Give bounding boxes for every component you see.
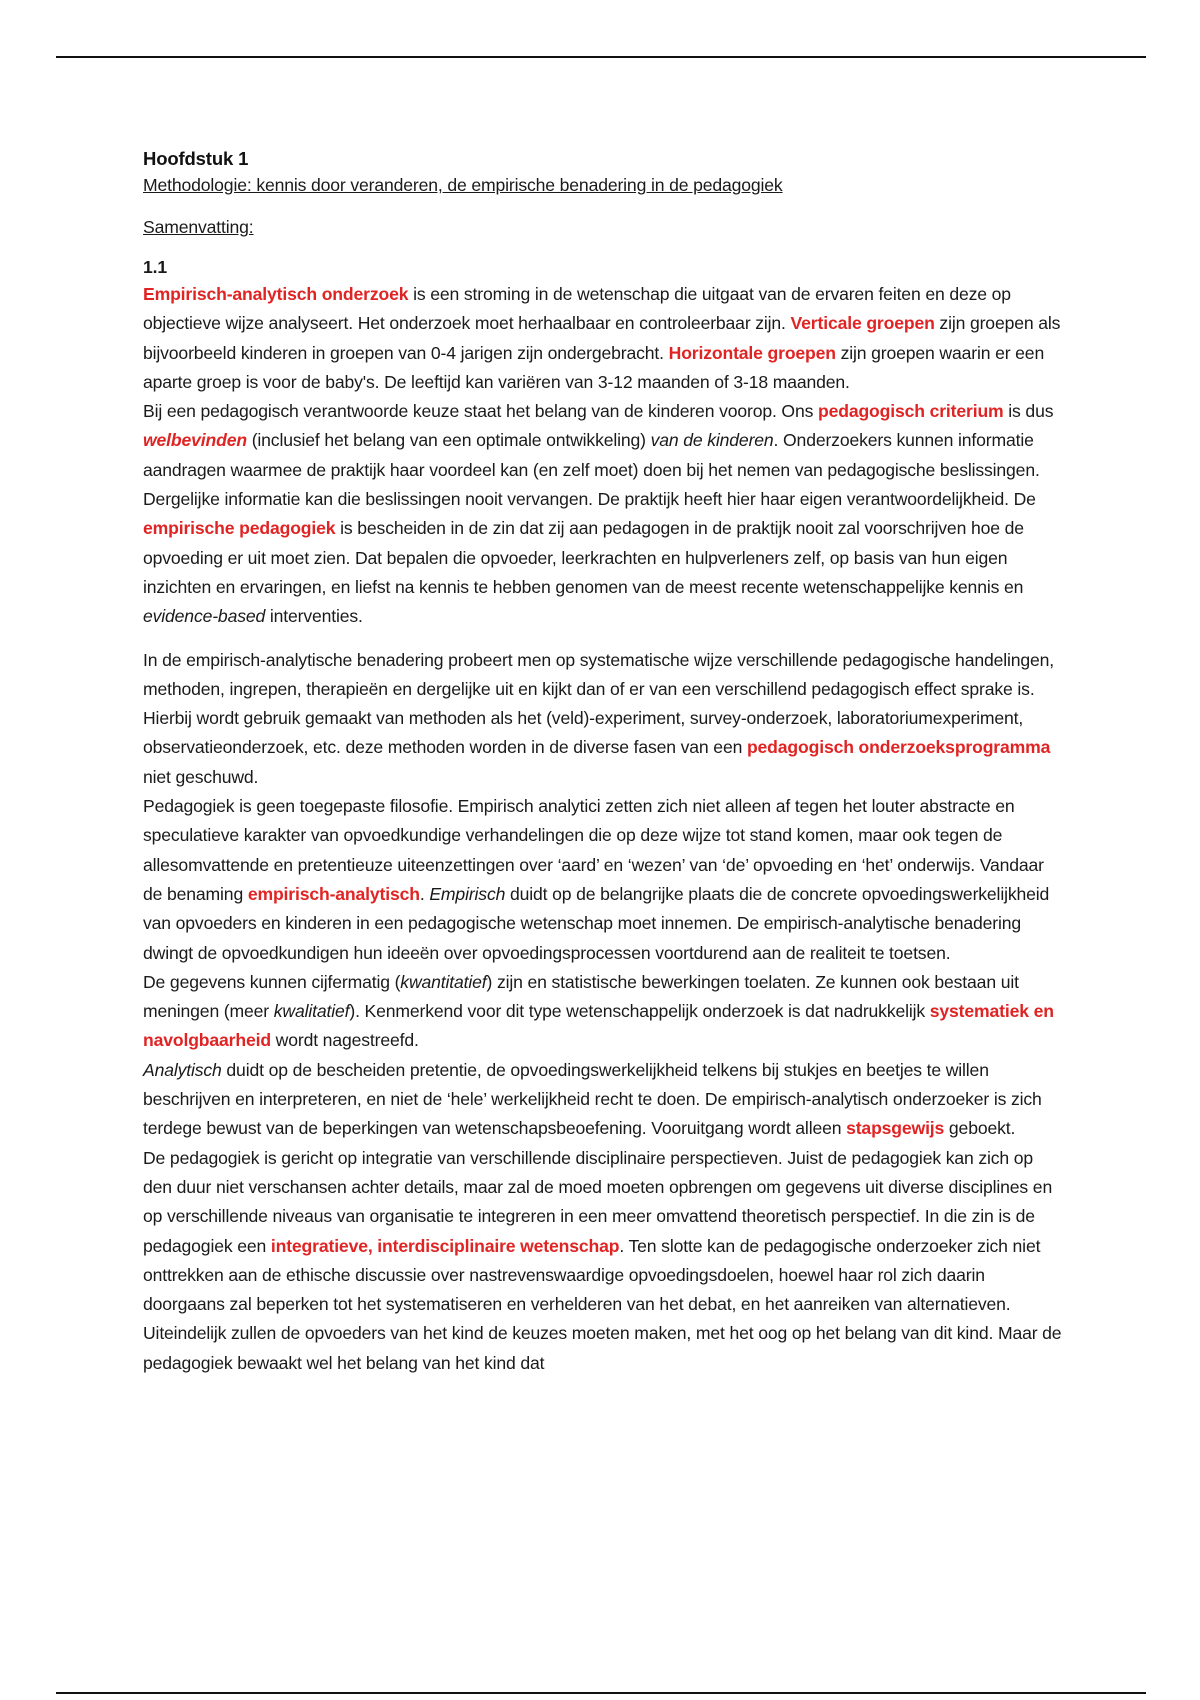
highlighted-term: Verticale groepen xyxy=(790,313,935,334)
paragraph xyxy=(143,397,1063,631)
emphasis-text: evidence-based xyxy=(143,606,266,627)
emphasis-text: Analytisch xyxy=(143,1059,222,1080)
paragraph-text: zijn groepen als bijvoorbeeld kinderen in groepen van 0-4 jarigen zijn ondergebracht. xyxy=(143,313,1061,363)
chapter-subtitle: Methodologie: kennis door veranderen, de empirische benadering in de pedagogiek xyxy=(143,175,783,195)
highlighted-term: empirisch-analytisch xyxy=(247,883,420,904)
highlighted-term: welbevinden xyxy=(143,430,247,451)
paragraph-text: interventies. xyxy=(265,606,363,627)
highlighted-term: Empirisch-analytisch onderzoek xyxy=(143,284,409,304)
emphasis-text: van de kinderen xyxy=(650,430,774,451)
paragraph-text: De gegevens kunnen cijfermatig ( xyxy=(143,971,401,992)
paragraph-text: ) zijn en statistische bewerkingen toelaten. Ze kunnen ook bestaan uit meningen (meer xyxy=(143,971,1019,1022)
paragraph-text: ). Kenmerkend voor dit type wetenschappelijk onderzoek is dat nadrukkelijk xyxy=(349,1001,930,1022)
paragraph-text: In de empirisch-analytische benadering probeert men op systematische wijze verschillende pedagogische handelingen, methoden, ingrepen, therapieën en dergelijke uit en kijkt dan of er van een verschillend pedagogisch effect sprake is. Hierbij wordt gebruik gemaakt van methoden als het (veld)-experiment, survey-onderzoek, laboratoriumexperiment, observatieonderzoek, etc. deze methoden worden in de diverse fasen van een xyxy=(143,649,1055,758)
paragraph-text: . xyxy=(419,883,430,904)
paragraph-text: De pedagogiek is gericht op integratie van verschillende disciplinaire perspectieven. Juist de pedagogiek kan zich op den duur niet verschansen achter details, maar zal de moed moeten opbrengen om gegevens uit diverse disciplines en op verschillende niveaus van organisatie te integreren in een meer omvattend theoretisch perspectief. In die zin is de pedagogiek een xyxy=(143,1147,1053,1256)
paragraph-text: Pedagogiek is geen toegepaste filosofie. Empirisch analytici zetten zich niet alleen af tegen het louter abstracte en speculatieve karakter van opvoedkundige verhandelingen die op deze wijze tot stand komen, maar ook tegen de allesomvattende en pretentieuze uiteenzettingen over ‘aard’ en ‘wezen’ van ‘de’ opvoeding en ‘het’ onderwijs. Vandaar de benaming xyxy=(143,796,1044,904)
paragraph xyxy=(143,280,1063,397)
highlighted-term: integratieve, interdisciplinaire wetenschap xyxy=(270,1235,620,1256)
highlighted-term: systematiek en navolgbaarheid xyxy=(143,1001,1054,1051)
paragraph-text: wordt nagestreefd. xyxy=(270,1030,419,1051)
paragraph xyxy=(143,968,1063,1056)
paragraph xyxy=(143,792,1063,968)
paragraph-text: . Onderzoekers kunnen informatie aandragen waarmee de praktijk haar voordeel kan (en zelf moet) doen bij het nemen van pedagogische beslissingen. Dergelijke informatie kan die beslissingen nooit vervangen. De praktijk heeft hier haar eigen verantwoordelijkheid. De xyxy=(143,430,1040,510)
paragraph-text: duidt op de bescheiden pretentie, de opvoedingswerkelijkheid telkens bij stukjes en beetjes te willen beschrijven en interpreteren, en niet de ‘hele’ werkelijkheid recht te doen. De empirisch-analytisch onderzoeker is zich terdege bewust van de beperkingen van wetenschapsbeoefening. Vooruitgang wordt alleen xyxy=(143,1059,1042,1139)
emphasis-text: Empirisch xyxy=(429,883,506,904)
header-rule xyxy=(56,56,1146,58)
paragraph xyxy=(143,646,1063,792)
paragraph-text: . Ten slotte kan de pedagogische onderzoeker zich niet onttrekken aan de ethische discussie over nastrevenswaardige opvoedingsdoelen, hoewel haar rol zich daarin doorgaans zal beperken tot het systematiseren en verhelderen van het debat, en het aanreiken van alternatieven. Uiteindelijk zullen de opvoeders van het kind de keuzes moeten maken, met het oog op het belang van dit kind. Maar de pedagogiek bewaakt wel het belang van het kind dat xyxy=(143,1235,1062,1373)
highlighted-term: stapsgewijs xyxy=(846,1118,945,1139)
emphasis-text: kwantitatief xyxy=(400,971,487,992)
paragraph-text: duidt op de belangrijke plaats die de concrete opvoedingswerkelijkheid van opvoeders en kinderen in een pedagogische wetenschap moet innemen. De empirisch-analytische benadering dwingt de opvoedkundigen hun ideeën over opvoedingsprocessen voortdurend aan de realiteit te toetsen. xyxy=(143,883,1050,963)
highlighted-term: empirische pedagogiek xyxy=(143,518,336,539)
paragraph-text: Bij een pedagogisch verantwoorde keuze staat het belang van de kinderen voorop. Ons xyxy=(143,401,818,422)
paragraph-text: zijn groepen waarin er een aparte groep is voor de baby's. De leeftijd kan variëren van 3-12 maanden of 3-18 maanden. xyxy=(143,342,1045,392)
paragraph-text: is dus xyxy=(1003,401,1054,422)
footer-rule xyxy=(56,1692,1146,1694)
highlighted-term: Horizontale groepen xyxy=(668,342,836,363)
paragraph xyxy=(143,1056,1063,1144)
emphasis-text: kwalitatief xyxy=(273,1001,350,1022)
paragraph-text: niet geschuwd. xyxy=(143,766,259,787)
document-page xyxy=(143,146,1063,1378)
paragraph-text: geboekt. xyxy=(944,1118,1016,1139)
paragraph xyxy=(143,1144,1063,1378)
chapter-title: Hoofdstuk 1 xyxy=(143,148,249,169)
summary-label: Samenvatting: xyxy=(143,217,254,237)
highlighted-term: pedagogisch onderzoeksprogramma xyxy=(746,737,1051,758)
paragraph-text: (inclusief het belang van een optimale ontwikkeling) xyxy=(246,430,651,451)
paragraph-text: is bescheiden in de zin dat zij aan pedagogen in de praktijk nooit zal voorschrijven hoe de opvoeding er uit moet zien. Dat bepalen die opvoeder, leerkrachten en hulpverleners zelf, op basis van hun eigen inzichten en ervaringen, en liefst na kennis te hebben genomen van de meest recente wetenschappelijke kennis en xyxy=(143,518,1024,597)
section-number: 1.1 xyxy=(143,257,168,277)
paragraph-text: is een stroming in de wetenschap die uitgaat van de ervaren feiten en deze op objectieve wijze analyseert. Het onderzoek moet herhaalbaar en controleerbaar zijn. xyxy=(143,284,1011,334)
highlighted-term: pedagogisch criterium xyxy=(818,401,1004,422)
